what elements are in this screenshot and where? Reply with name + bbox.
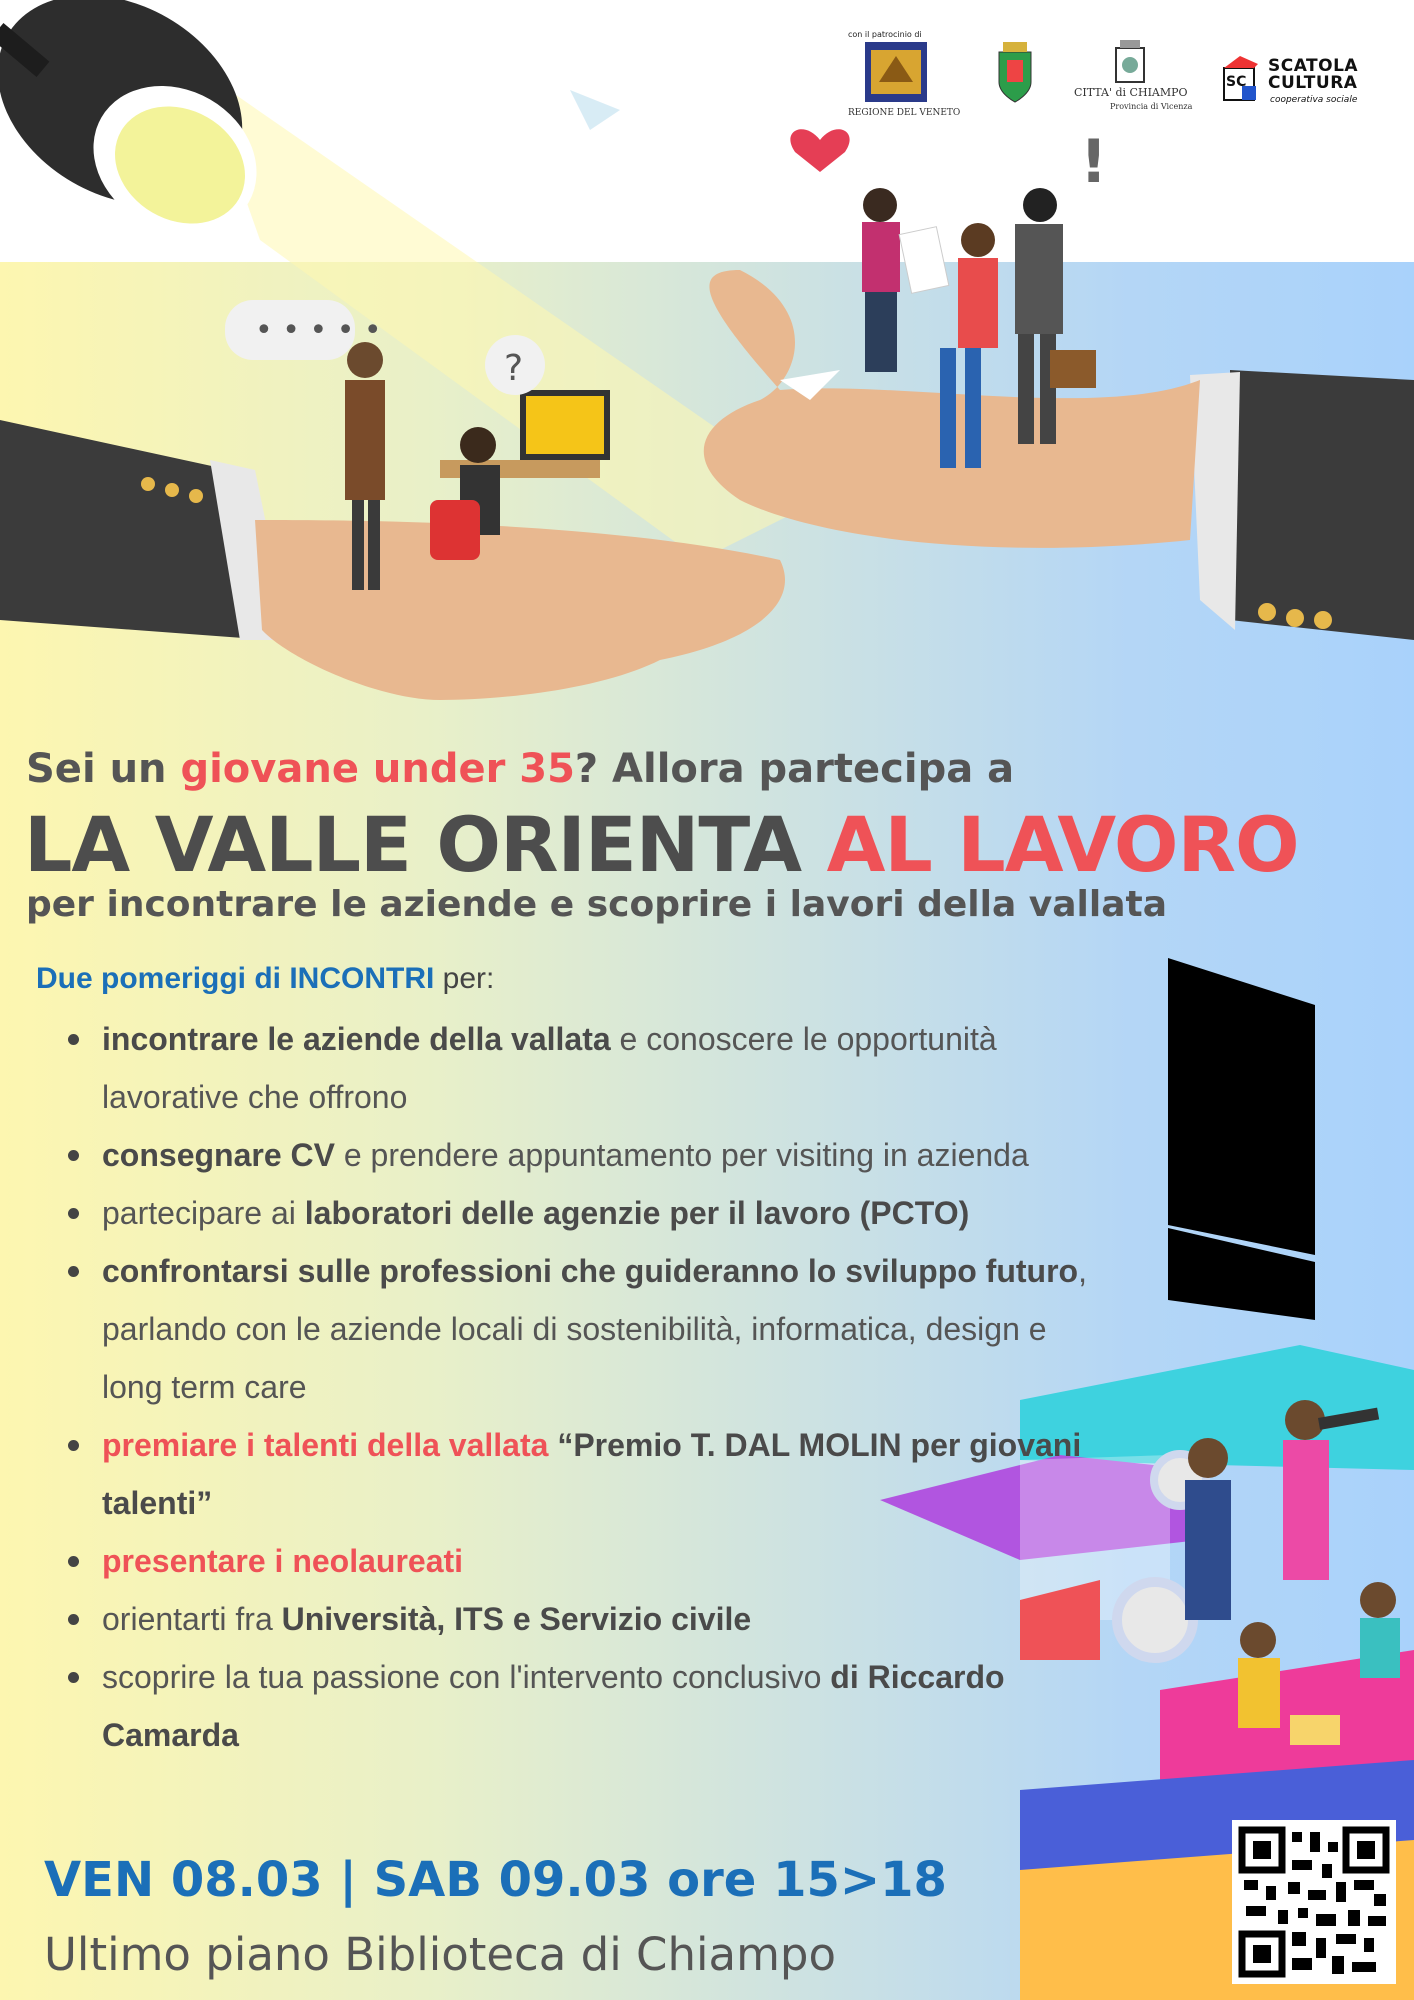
event-venue: Ultimo piano Biblioteca di Chiampo bbox=[44, 1928, 837, 1981]
item-text-red: presentare i neolaureati bbox=[102, 1543, 464, 1579]
activities-list bbox=[60, 1010, 1110, 1764]
chiampo-crest bbox=[1110, 40, 1150, 86]
briefcase bbox=[1050, 350, 1096, 388]
man-telescope bbox=[1283, 1440, 1329, 1580]
list-item bbox=[60, 1242, 1110, 1416]
intro-blue: Due pomeriggi di INCONTRI bbox=[36, 962, 435, 995]
item-text-strong: laboratori delle agenzie per il lavoro (PCTO) bbox=[304, 1195, 970, 1231]
svg-text:• • • • •: • • • • • bbox=[255, 313, 382, 348]
scatola-line1: SCATOLA bbox=[1268, 56, 1359, 76]
monitor bbox=[526, 396, 604, 454]
item-text: partecipare ai bbox=[102, 1195, 305, 1231]
money-stack bbox=[1290, 1715, 1340, 1745]
item-text: orientarti fra bbox=[102, 1601, 282, 1637]
man-standing bbox=[345, 380, 385, 500]
item-text-strong: confrontarsi sulle professioni che guideranno lo sviluppo futuro bbox=[102, 1253, 1079, 1289]
headline-line1-pre: Sei un bbox=[26, 746, 181, 792]
event-dates: VEN 08.03 | SAB 09.03 ore 15>18 bbox=[44, 1852, 947, 1908]
scatola-line2: CULTURA bbox=[1268, 73, 1358, 93]
item-text: scoprire la tua passione con l'intervento conclusivo bbox=[102, 1659, 831, 1695]
item-text-strong: di Riccardo Camarda bbox=[102, 1659, 1005, 1753]
scatola-cultura-name bbox=[1268, 58, 1358, 92]
regione-label: REGIONE DEL VENETO bbox=[848, 108, 961, 118]
item-text: e conoscere le opportunità lavorative che offrono bbox=[102, 1021, 997, 1115]
svg-text:?: ? bbox=[504, 348, 524, 389]
headline-line1-post: ? Allora partecipa a bbox=[574, 746, 1015, 792]
headline-line3: per incontrare le aziende e scoprire i lavori della vallata bbox=[26, 884, 1168, 925]
scatola-mark-text: SC bbox=[1226, 74, 1247, 90]
list-item bbox=[60, 1648, 1110, 1764]
scatola-tagline: cooperativa sociale bbox=[1270, 95, 1358, 105]
red-chair bbox=[430, 500, 480, 560]
event-title-main: LA VALLE ORIENTA bbox=[24, 800, 827, 889]
spotlight-icon bbox=[0, 0, 284, 263]
paper-plane-top bbox=[570, 90, 620, 130]
list-item bbox=[60, 1590, 1110, 1648]
event-title bbox=[24, 800, 1299, 889]
item-text-strong: consegnare CV bbox=[102, 1137, 335, 1173]
man-megaphone bbox=[1185, 1480, 1231, 1620]
exclamation-icon: ! bbox=[1080, 127, 1108, 197]
man-grey-suit bbox=[1015, 224, 1063, 334]
left-hand bbox=[255, 520, 785, 700]
doorway-upper bbox=[1168, 958, 1315, 1255]
event-title-highlight: AL LAVORO bbox=[826, 800, 1299, 889]
intro-line bbox=[36, 962, 494, 996]
list-item bbox=[60, 1126, 1110, 1184]
chiampo-sublabel: Provincia di Vicenza bbox=[1110, 102, 1193, 111]
patron-label: con il patrocinio di bbox=[848, 30, 922, 39]
right-sleeve bbox=[1230, 370, 1414, 640]
man-laptop bbox=[1238, 1658, 1280, 1728]
list-item bbox=[60, 1184, 1110, 1242]
woman-pink bbox=[862, 222, 900, 292]
item-text-strong: incontrare le aziende della vallata bbox=[102, 1021, 611, 1057]
woman-seated bbox=[1360, 1618, 1400, 1678]
headline-line1-highlight: giovane under 35 bbox=[180, 746, 575, 792]
intro-rest: per: bbox=[434, 962, 495, 995]
heart-icon bbox=[790, 129, 849, 172]
chiampo-label: CITTA' di CHIAMPO bbox=[1074, 86, 1188, 99]
chart-sheet bbox=[899, 227, 949, 294]
item-text-red: premiare i talenti della vallata bbox=[102, 1427, 549, 1463]
man-red-vest bbox=[958, 258, 998, 348]
item-text: e prendere appuntamento per visiting in azienda bbox=[334, 1137, 1029, 1173]
regione-veneto-logo bbox=[865, 42, 927, 102]
gear-large bbox=[1117, 1582, 1193, 1658]
item-text: , parlando con le aziende locali di sostenibilità, informatica, design e long term care bbox=[102, 1253, 1087, 1405]
item-text-strong: “Premio T. DAL MOLIN per giovani talenti” bbox=[102, 1427, 1082, 1521]
item-text-strong: Università, ITS e Servizio civile bbox=[281, 1601, 752, 1637]
provincia-vicenza-crest bbox=[995, 42, 1035, 104]
qr-code-icon[interactable] bbox=[1232, 1820, 1396, 1984]
headline-line1 bbox=[26, 746, 1014, 792]
list-item bbox=[60, 1010, 1110, 1126]
list-item bbox=[60, 1416, 1110, 1532]
list-item bbox=[60, 1532, 1110, 1590]
